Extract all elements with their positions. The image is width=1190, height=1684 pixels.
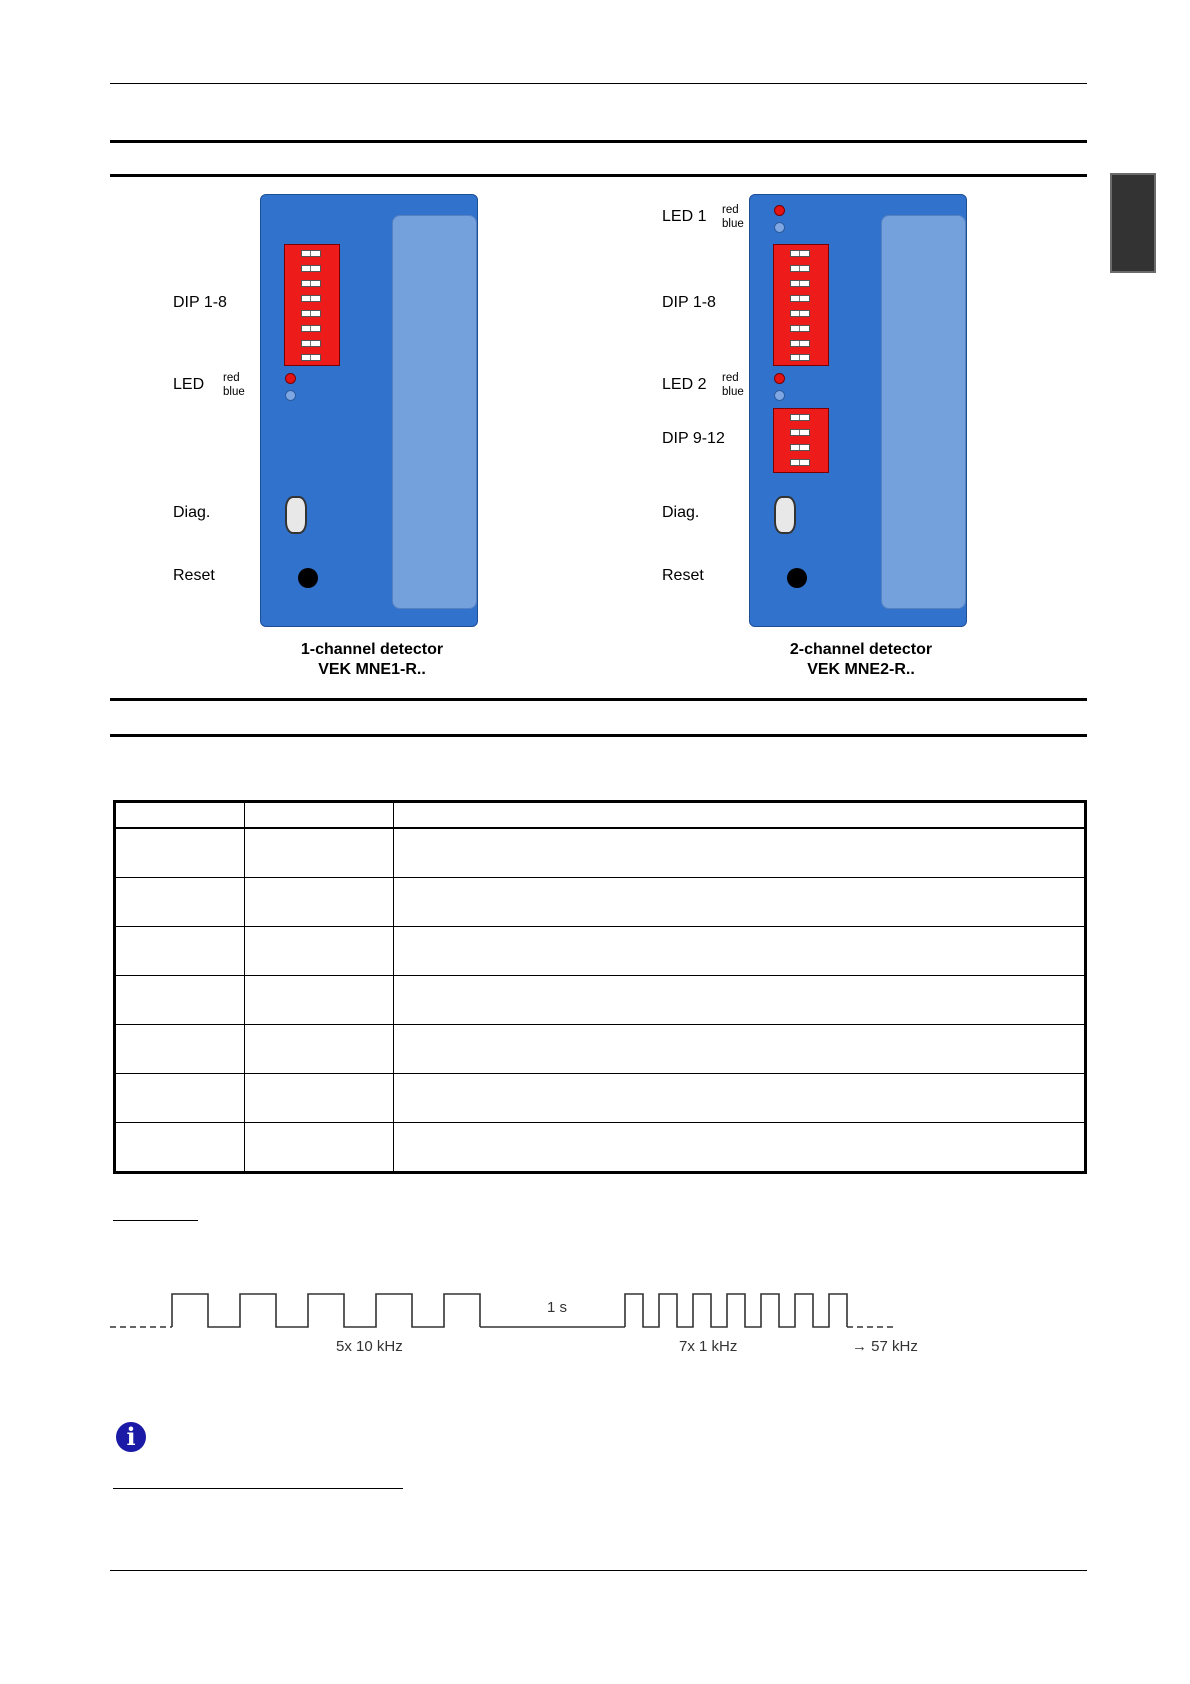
- device2-caption: [741, 640, 981, 680]
- table-row: [115, 1074, 1086, 1123]
- device1-caption: [252, 640, 492, 680]
- device2-reset-label: Reset: [662, 567, 704, 584]
- device1-led-label: LED: [173, 376, 205, 393]
- device1-led-blue-label: blue: [223, 386, 245, 398]
- device2-dip1-label: DIP 1-8: [662, 294, 716, 311]
- device2-led1-blue: [774, 222, 785, 233]
- chapter-tab: [1110, 173, 1156, 273]
- table-row: [115, 976, 1086, 1025]
- device1-dip-switch-1-8[interactable]: [284, 244, 340, 366]
- waveform-burst1: [172, 1294, 480, 1327]
- device2-diag-label: Diag.: [662, 504, 700, 521]
- device1-cover-panel: [392, 215, 477, 609]
- table-header-cell: [245, 802, 394, 829]
- device1-reset-label: Reset: [173, 567, 215, 584]
- device1-led-blue: [285, 390, 296, 401]
- info-icon: i: [116, 1422, 146, 1452]
- device2-led1-label: LED 1: [662, 208, 707, 225]
- device1-caption-line2: VEK MNE1-R..: [318, 661, 426, 678]
- section-rule-top: [110, 140, 1087, 143]
- section-rule-table-top: [110, 734, 1087, 737]
- section-rule-figure-bottom: [110, 698, 1087, 701]
- section-rule-figure-top: [110, 174, 1087, 177]
- table-header-cell: [394, 802, 1086, 829]
- device2-caption-line2: VEK MNE2-R..: [807, 661, 915, 678]
- device2-led2-blue-label: blue: [722, 386, 744, 398]
- device1-dip-label: DIP 1-8: [173, 294, 227, 311]
- table-row: [115, 927, 1086, 976]
- footnote-rule-long: [113, 1488, 403, 1489]
- table-row: [115, 1025, 1086, 1074]
- table-row: [115, 828, 1086, 878]
- device2-led1-blue-label: blue: [722, 218, 744, 230]
- waveform-label-burst2: 7x 1 kHz: [679, 1338, 738, 1355]
- device1-diag-label: Diag.: [173, 504, 211, 521]
- device2-led2-blue: [774, 390, 785, 401]
- table-header-row: [115, 802, 1086, 829]
- device2-caption-line1: 2-channel detector: [789, 641, 933, 658]
- device2-cover-panel: [881, 215, 966, 609]
- device2-led1-red: [774, 205, 785, 216]
- device1-reset-button[interactable]: [298, 568, 318, 588]
- header-rule: [110, 83, 1087, 84]
- device1-body: [260, 194, 478, 627]
- device2-led1-red-label: red: [722, 204, 739, 216]
- waveform-label-burst1: 5x 10 kHz: [336, 1338, 403, 1355]
- device1-caption-line1: 1-channel detector: [300, 641, 444, 658]
- waveform-label-end: → 57 kHz: [852, 1338, 918, 1355]
- device2-led2-red-label: red: [722, 372, 739, 384]
- waveform-burst2: [625, 1294, 847, 1327]
- device2-body: [749, 194, 967, 627]
- footnote-rule-short: [113, 1220, 198, 1221]
- device1-led-red: [285, 373, 296, 384]
- device2-dip-switch-1-8[interactable]: [773, 244, 829, 366]
- waveform-label-gap: 1 s: [547, 1299, 568, 1316]
- settings-table: [113, 800, 1087, 1174]
- table-row: [115, 878, 1086, 927]
- device1-diag-port[interactable]: [285, 496, 307, 534]
- table-row: [115, 1123, 1086, 1173]
- device2-dip2-label: DIP 9-12: [662, 430, 725, 447]
- device2-led2-label: LED 2: [662, 376, 707, 393]
- pulse-waveform: [110, 1280, 910, 1350]
- footer-rule: [110, 1570, 1087, 1571]
- table-header-cell: [115, 802, 245, 829]
- device2-dip-switch-9-12[interactable]: [773, 408, 829, 473]
- device2-diag-port[interactable]: [774, 496, 796, 534]
- device1-led-red-label: red: [223, 372, 240, 384]
- device2-reset-button[interactable]: [787, 568, 807, 588]
- device2-led2-red: [774, 373, 785, 384]
